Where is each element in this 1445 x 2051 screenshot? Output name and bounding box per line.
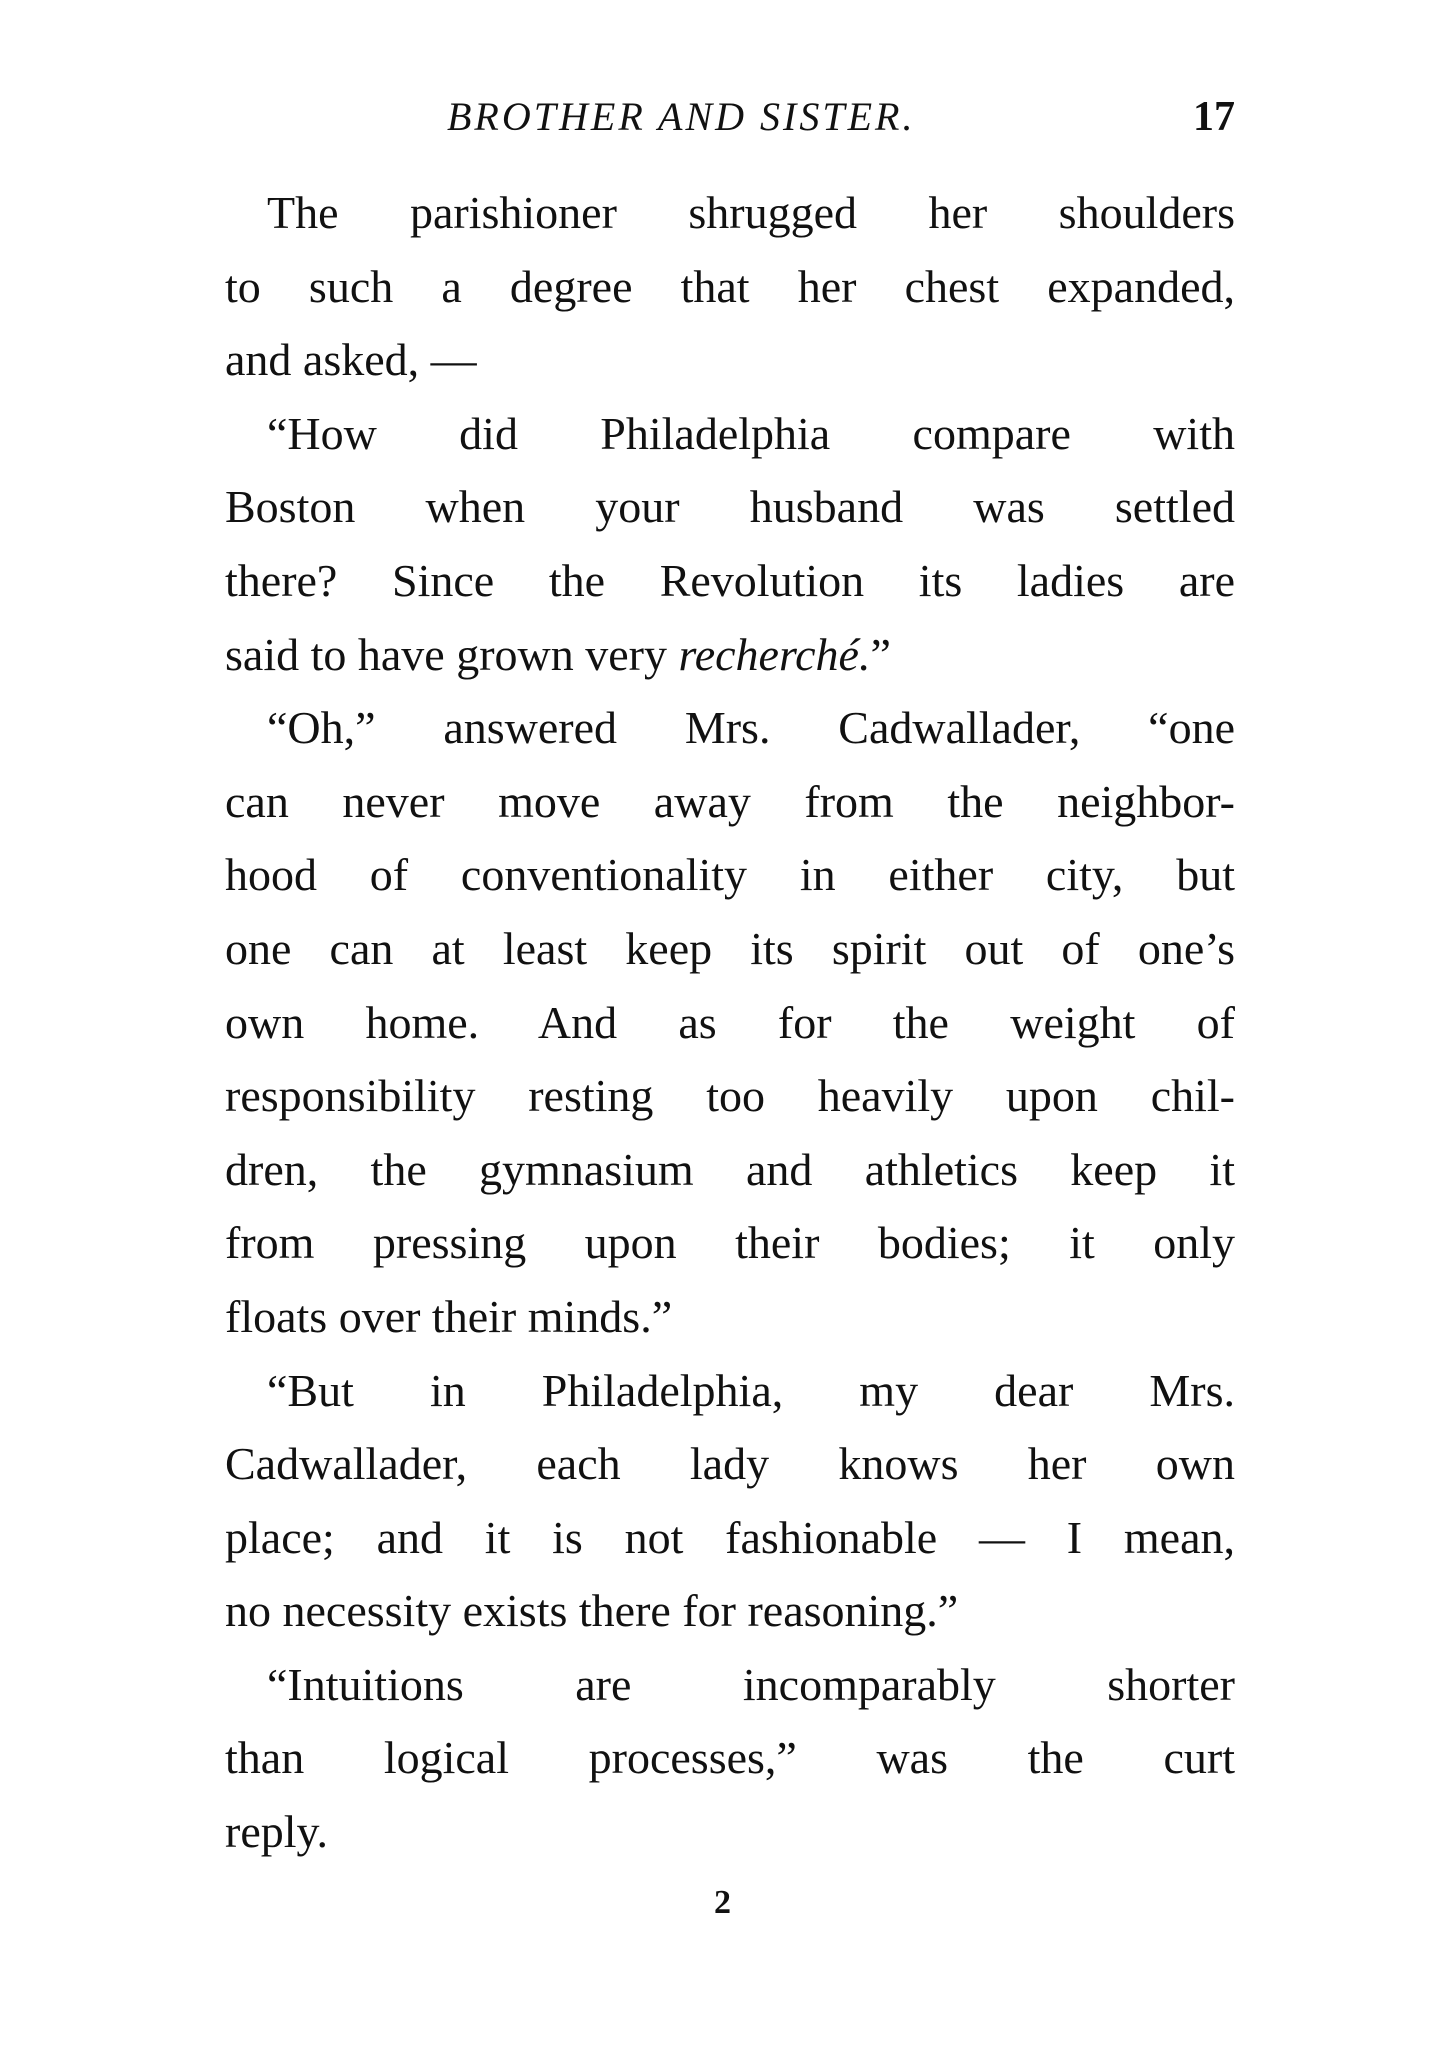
text-line bbox=[225, 618, 1235, 692]
text-line: floats over their minds.” bbox=[225, 1290, 673, 1342]
text-line: there? Since the Revolution its ladies are bbox=[225, 554, 1235, 606]
running-head bbox=[225, 82, 1235, 152]
text-line: “But in Philadelphia, my dear Mrs. bbox=[267, 1364, 1235, 1416]
text-line: from pressing upon their bodies; it only bbox=[225, 1217, 1235, 1269]
text-line: Cadwallader, each lady knows her own bbox=[225, 1438, 1235, 1490]
text-line: dren, the gymnasium and athletics keep it bbox=[225, 1143, 1235, 1195]
text-line: than logical processes,” was the curt bbox=[225, 1732, 1235, 1784]
text-line: Boston when your husband was settled bbox=[225, 481, 1235, 533]
closing-quote: ” bbox=[870, 628, 891, 680]
text-line: one can at least keep its spirit out of one’s bbox=[225, 922, 1235, 974]
text-line: “Oh,” answered Mrs. Cadwallader, “one bbox=[267, 702, 1235, 754]
text-line: place; and it is not fashionable — I mean, bbox=[225, 1511, 1235, 1563]
text-line: responsibility resting too heavily upon chil- bbox=[225, 1070, 1235, 1122]
text-line: can never move away from the neighbor- bbox=[225, 775, 1235, 827]
text-line: reply. bbox=[225, 1806, 329, 1858]
text-line: “How did Philadelphia compare with bbox=[267, 407, 1235, 459]
body-text bbox=[225, 176, 1235, 1869]
text-line: to such a degree that her chest expanded, bbox=[225, 260, 1235, 312]
text-line: no necessity exists there for reasoning.” bbox=[225, 1585, 959, 1637]
text-line: and asked, — bbox=[225, 334, 477, 386]
text-line: The parishioner shrugged her shoulders bbox=[267, 187, 1235, 238]
page-number: 17 bbox=[1193, 94, 1235, 140]
text-segment: said to have grown very bbox=[225, 628, 679, 680]
italic-word: recherché. bbox=[678, 628, 871, 680]
text-line: “Intuitions are incomparably shorter bbox=[267, 1658, 1235, 1710]
signature-mark: 2 bbox=[714, 1884, 731, 1921]
running-title: BROTHER AND SISTER. bbox=[447, 94, 916, 139]
text-line: hood of conventionality in either city, but bbox=[225, 849, 1235, 901]
text-line: own home. And as for the weight of bbox=[225, 996, 1235, 1048]
